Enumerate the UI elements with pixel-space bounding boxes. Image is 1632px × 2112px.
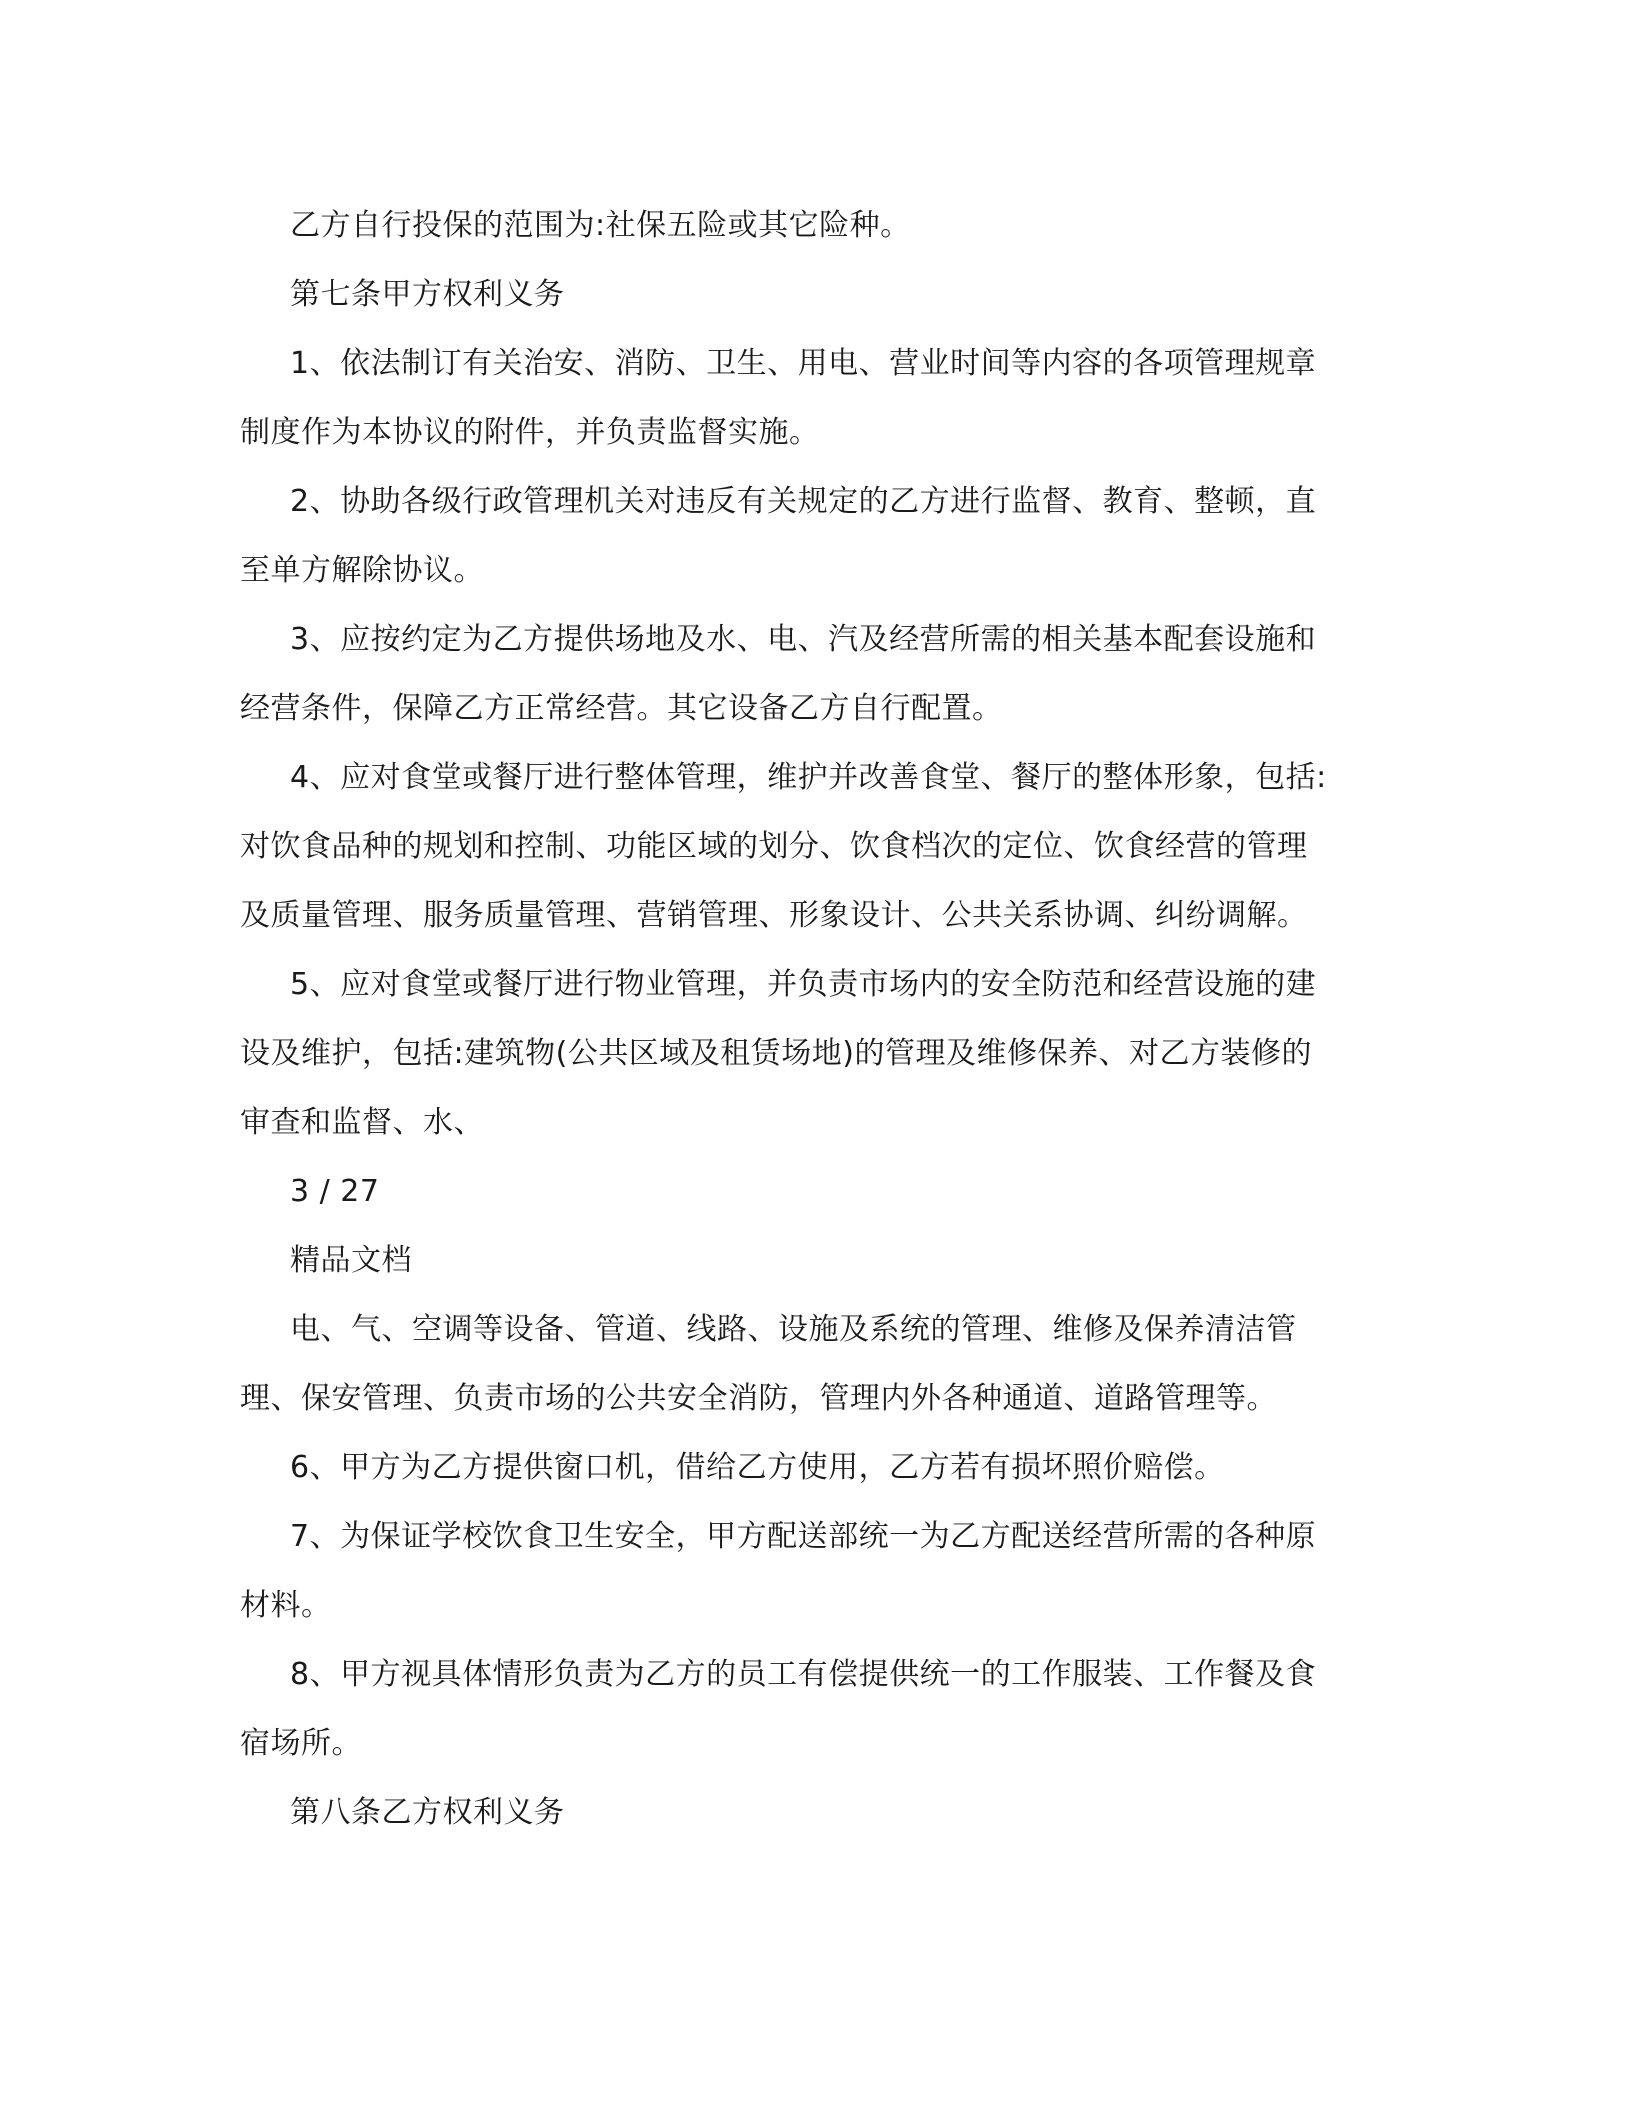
clause-4-line-1: 4、应对食堂或餐厅进行整体管理，维护并改善食堂、餐厅的整体形象，包括: [290,760,1327,795]
clause-1-line-1: 1、依法制订有关治安、消防、卫生、用电、营业时间等内容的各项管理规章 [290,346,1317,381]
clause-2-line-2: 至单方解除协议。 [240,553,484,588]
clause-3-line-1: 3、应按约定为乙方提供场地及水、电、汽及经营所需的相关基本配套设施和 [290,622,1317,657]
clause-5-cont-line-2: 理、保安管理、负责市场的公共安全消防，管理内外各种通道、道路管理等。 [240,1381,1277,1416]
clause-8-line-1: 8、甲方视具体情形负责为乙方的员工有偿提供统一的工作服装、工作餐及食 [290,1657,1317,1692]
clause-4-line-3: 及质量管理、服务质量管理、营销管理、形象设计、公共关系协调、纠纷调解。 [240,898,1308,933]
header-label: 精品文档 [290,1243,412,1278]
clause-7-line-1: 7、为保证学校饮食卫生安全，甲方配送部统一为乙方配送经营所需的各种原 [290,1519,1317,1554]
clause-8-line-2: 宿场所。 [240,1726,362,1761]
article-8-heading: 第八条乙方权利义务 [290,1795,565,1830]
clause-5-cont-line-1: 电、气、空调等设备、管道、线路、设施及系统的管理、维修及保养清洁管 [290,1312,1297,1347]
clause-5-line-1: 5、应对食堂或餐厅进行物业管理，并负责市场内的安全防范和经营设施的建 [290,967,1317,1002]
insurance-scope-line: 乙方自行投保的范围为:社保五险或其它险种。 [290,208,911,243]
clause-5-line-2: 设及维护，包括:建筑物(公共区域及租赁场地)的管理及维修保养、对乙方装修的 [240,1036,1313,1071]
clause-4-line-2: 对饮食品种的规划和控制、功能区域的划分、饮食档次的定位、饮食经营的管理 [240,829,1308,864]
clause-6-line-1: 6、甲方为乙方提供窗口机，借给乙方使用，乙方若有损坏照价赔偿。 [290,1450,1225,1485]
clause-2-line-1: 2、协助各级行政管理机关对违反有关规定的乙方进行监督、教育、整顿，直 [290,484,1317,519]
clause-7-line-2: 材料。 [240,1588,332,1623]
clause-1-line-2: 制度作为本协议的附件，并负责监督实施。 [240,415,820,450]
article-7-heading: 第七条甲方权利义务 [290,277,565,312]
page-number: 3 / 27 [290,1174,380,1209]
clause-3-line-2: 经营条件，保障乙方正常经营。其它设备乙方自行配置。 [240,691,1003,726]
clause-5-line-3: 审查和监督、水、 [240,1105,484,1140]
